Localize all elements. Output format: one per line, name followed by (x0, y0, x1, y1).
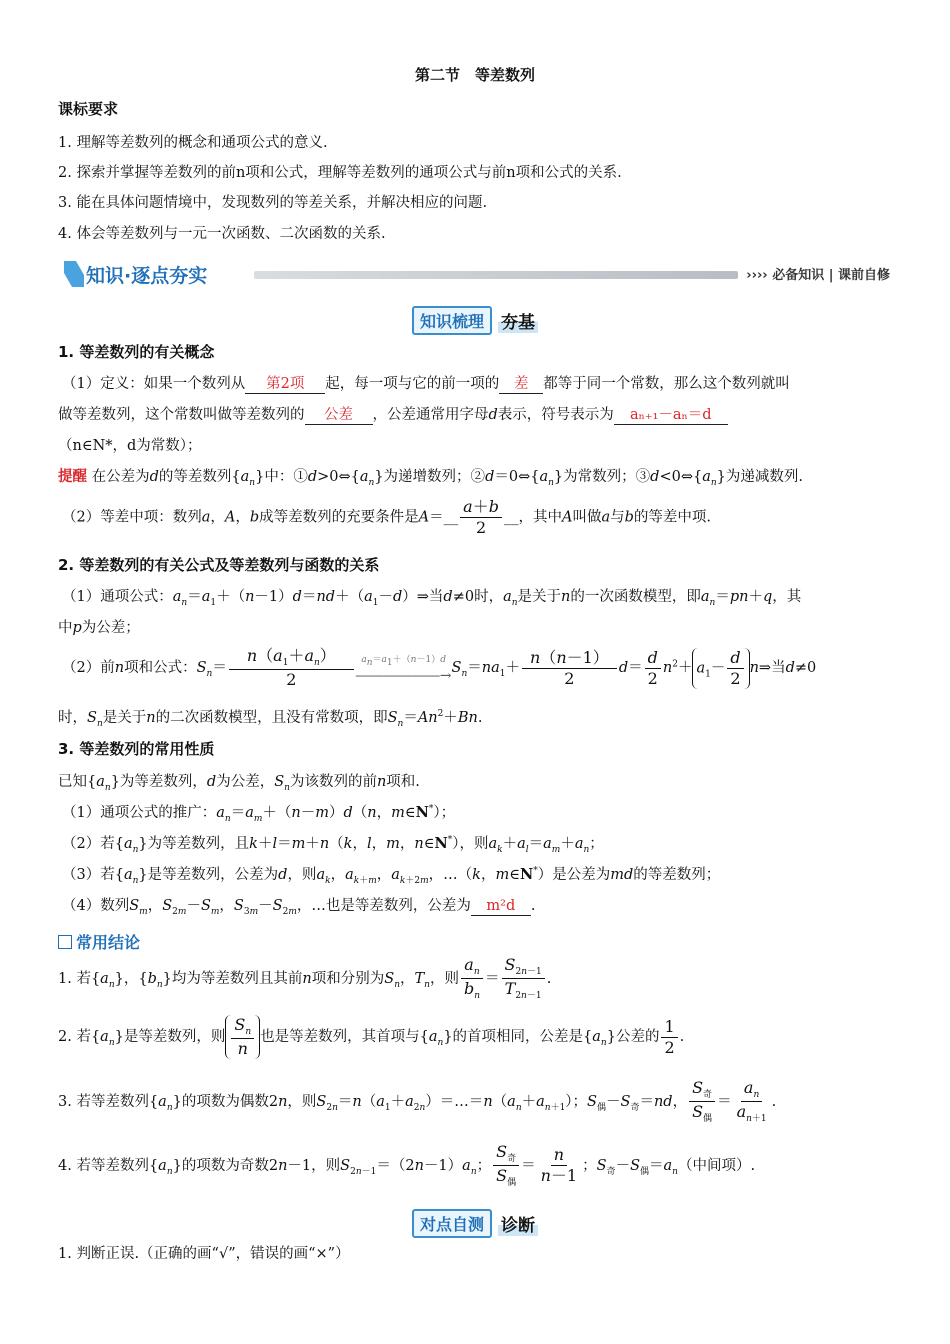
conclusion-2: 2. 若$\{a_n\}$是等差数列，则 $\frac{S_n}{n}$ 也是等差数列，其首项与$\{a_n\}$的首项相同，公差是$\{a_n\}$公差的 $\frac{1}{2}$ . (58, 1015, 685, 1059)
section-3-heading: 3. 等差数列的常用性质 (58, 740, 215, 758)
fraction: $\frac{1}{2}$ (661, 1017, 677, 1058)
fraction: $\frac{a+b}{2}$ (460, 497, 502, 538)
requirement-item: 1. 理解等差数列的概念和通项公式的意义. (58, 135, 328, 151)
parenthesis: $a_1-$ $\frac{d}{2}$ (692, 648, 749, 689)
s2-sum-formula-cont: 时，$S_n$是关于n的二次函数模型，且没有常数项，即$S_n=An^2+Bn$. (58, 709, 483, 729)
fraction: $\frac{n}{n-1}$ (540, 1145, 578, 1186)
section-banner (58, 258, 894, 292)
pill-box: 对点自测 (412, 1209, 492, 1238)
banner-right-label: ›››› 必备知识 | 课前自修 (746, 268, 890, 283)
s1-definition-line1: （1）定义：如果一个数列从 第2项 起，每一项与它的前一项的 差 都等于同一个常数，那么这个数列就叫 (62, 376, 790, 392)
requirements-heading: 课标要求 (58, 100, 119, 118)
pill-word: 诊断 (498, 1211, 538, 1236)
conclusion-1: 1. 若$\{a_n\}$，$\{b_n\}$均为等差数列且其前n项和分别为$S_n$，$T_n$，则 $\frac{a_n}{b_n}$ ＝ $\frac{S_{2n-1}}{T_{2n-1}}$ . (58, 955, 552, 1002)
section-pill-knowledge (0, 306, 950, 335)
blank-2: 差 (499, 377, 543, 394)
pill-word: 夯基 (498, 308, 538, 333)
s1-definition-line2: 做等差数列，这个常数叫做等差数列的 公差 ，公差通常用字母d表示，符号表示为 aₙ₊₁－aₙ＝d (58, 403, 728, 425)
s1-reminder: 提醒 在公差为d的等差数列$\{a_n\}$中：$①d>0\Leftrightarrow\{a_n\}$为递增数列；$②d=0\Leftrightarrow\{a_n\}$为常数列；$③d<0\Leftrightarrow\{a_n\}$为递减数列. (58, 469, 803, 488)
s2-sum-formula: （2）前n项和公式：$S_n=$ $\frac{n(a_1+a_n)}{2}$ $a_n=a_1+(n-1)d$ ――――――→ $S_n=na_1+$ $\frac{n(n-1)}{2}$ d＝ $\frac{d}{2}$ $n^2+ a_1-$ $\frac{d}{2}$ n⇒当d≠0 (62, 646, 817, 690)
fraction: $\frac{a_n}{b_n}$ (461, 955, 483, 1003)
fraction: $\frac{d}{2}$ (645, 648, 661, 689)
blank-3: 公差 (305, 408, 373, 425)
banner-tag (62, 258, 207, 290)
reminder-label: 提醒 (58, 469, 87, 485)
requirement-item: 4. 体会等差数列与一元一次函数、二次函数的关系. (58, 226, 386, 242)
section-pill-test (0, 1209, 950, 1238)
arrow-annotation: $a_n=a_1+(n-1)d$ ――――――→ (355, 655, 452, 685)
s3-property-1: （1）通项公式的推广：$a_n=a_m+(n-m)d(n$，m∈N*）； (62, 804, 456, 824)
banner-title: 知识·逐点夯实 (86, 264, 208, 287)
s2-general-term-cont: 中p为公差； (58, 620, 140, 636)
s2-general-term: （1）通项公式：$a_n=a_1+(n-1)d=nd+(a_1-d)\Rightarrow$当d≠0时，$a_n$是关于n的一次函数模型，即$a_n=pn+q$，其 (62, 589, 802, 608)
banner-corner-icon (62, 259, 86, 289)
s3-property-4: （4）数列$S_m$，$S_{2m}-S_m$，$S_{3m}-S_{2m}$，…也是等差数列，公差为 m²d . (62, 898, 536, 917)
s1-middle-term: （2）等差中项：数列a，A，b成等差数列的充要条件是A＝__ $\frac{a+b}{2}$ __，其中A叫做a与b的等差中项. (62, 497, 712, 537)
test-item-1: 1. 判断正误.（正确的画“√”，错误的画“×”） (58, 1246, 350, 1262)
s3-property-2: （2）若$\{a_n\}$为等差数列，且k＋l＝m＋n（k，l，m，n∈N*），则$a_k+a_l=a_m+a_n$； (62, 835, 604, 855)
pill-box: 知识梳理 (412, 306, 492, 335)
blank-4: aₙ₊₁－aₙ＝d (614, 408, 728, 425)
fraction: $\frac{a_n}{a_{n+1}}$ (736, 1078, 767, 1125)
blank-1: 第2项 (245, 377, 325, 394)
blank-5: m²d (471, 899, 531, 916)
conclusion-3: 3. 若等差数列$\{a_n\}$的项数为偶数2n，则$S_{2n}=n(a_1+a_{2n})=\dots=n(a_n+a_{n+1})$；$S_偶-S_奇=nd$， $\frac{S_奇}{S_偶}$ ＝ $\frac{a_n}{a_{n+1}}$ . (58, 1078, 777, 1125)
banner-bar (254, 271, 738, 279)
section-1-heading: 1. 等差数列的有关概念 (58, 343, 215, 361)
page-title: 第二节 等差数列 (414, 66, 535, 84)
fraction: $\frac{S_{2n-1}}{T_{2n-1}}$ (502, 955, 545, 1003)
fraction: $\frac{n(n-1)}{2}$ (522, 648, 617, 689)
fraction: $\frac{S_奇}{S_偶}$ (689, 1078, 715, 1126)
s3-property-3: （3）若$\{a_n\}$是等差数列，公差为d，则$a_k$，$a_{k+m}$，$a_{k+2m}$，…（k，m∈N*）是公差为md的等差数列； (62, 866, 721, 886)
s1-definition-line3: （n∈N*，d为常数）； (58, 438, 202, 454)
fraction: $\frac{S_奇}{S_偶}$ (493, 1142, 519, 1190)
parenthesis (225, 1015, 260, 1059)
fraction: $\frac{S_n}{n}$ (231, 1015, 254, 1059)
fraction: $\frac{n(a_1+a_n)}{2}$ (229, 646, 354, 690)
checkbox-icon (58, 935, 72, 949)
requirement-item: 2. 探索并掌握等差数列的前n项和公式，理解等差数列的通项公式与前n项和公式的关系. (58, 165, 622, 181)
conclusion-4: 4. 若等差数列$\{a_n\}$的项数为奇数2n－1，则$S_{2n-1}=(2n-1)a_n$； $\frac{S_奇}{S_偶}$ ＝ $\frac{n}{n-1}$ ；$S_奇-S_偶=a_n$（中间项）. (58, 1142, 756, 1189)
section-2-heading: 2. 等差数列的有关公式及等差数列与函数的关系 (58, 556, 380, 574)
requirement-item: 3. 能在具体问题情境中，发现数列的等差关系，并解决相应的问题. (58, 195, 488, 211)
fraction: $\frac{d}{2}$ (727, 648, 743, 689)
s3-intro: 已知$\{a_n\}$为等差数列，d为公差，$S_n$为该数列的前n项和. (58, 774, 420, 793)
conclusions-heading: 常用结论 (58, 930, 140, 953)
